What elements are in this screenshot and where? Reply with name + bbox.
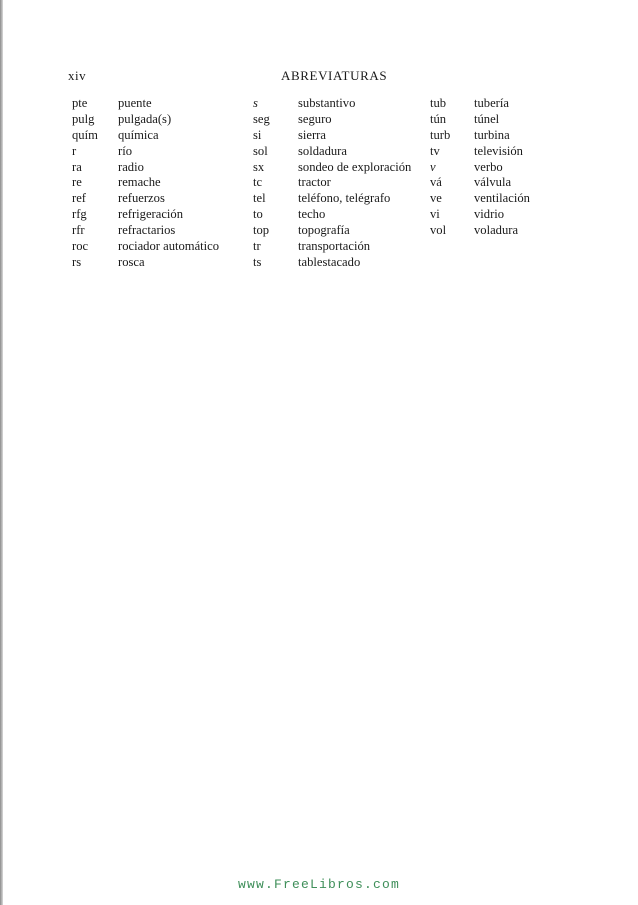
abbreviation-meaning: substantivo — [298, 96, 356, 110]
abbreviation-meaning: refractarios — [118, 223, 176, 238]
abbreviation-meaning: ventilación — [474, 191, 530, 206]
abbreviation: to — [253, 207, 263, 222]
abbreviation: sx — [253, 159, 265, 174]
abbreviation-entry — [430, 128, 530, 144]
abbreviation-entry — [253, 128, 411, 144]
abbreviation: tel — [253, 191, 266, 206]
abbreviation-entry — [430, 207, 530, 223]
abbreviation: roc — [72, 239, 89, 254]
abbreviation-entry — [72, 255, 219, 271]
abbreviation-meaning: tablestacado — [298, 254, 361, 269]
abbreviation-entry — [253, 255, 411, 271]
abbreviation-entry — [430, 191, 530, 207]
abbreviation: seg — [253, 111, 270, 126]
abbreviation-meaning: rociador automático — [118, 239, 220, 254]
abbreviation: rs — [72, 254, 82, 269]
abbreviation: s — [253, 96, 258, 110]
abbreviation: tv — [430, 143, 440, 158]
abbreviation-entry — [430, 160, 530, 176]
abbreviation-meaning: química — [118, 127, 159, 142]
abbreviation-entry — [430, 96, 530, 112]
abbreviation-meaning: verbo — [474, 159, 503, 174]
abbreviation-meaning: refrigeración — [118, 207, 184, 222]
abbreviation: tc — [253, 175, 263, 190]
abbreviation-meaning: pulgada(s) — [118, 111, 172, 126]
watermark-link[interactable]: www.FreeLibros.com — [237, 877, 401, 892]
abbreviation-meaning: sierra — [298, 127, 326, 142]
abbreviation: re — [72, 175, 82, 190]
abbreviation-entry — [253, 191, 411, 207]
abbreviation: tr — [253, 239, 261, 254]
abbreviation-entry — [72, 144, 219, 160]
abbreviation-meaning: seguro — [298, 111, 332, 126]
abbreviation-meaning: refuerzos — [118, 191, 165, 206]
abbreviation-meaning: turbina — [474, 127, 510, 142]
abbreviation-entry — [72, 207, 219, 223]
abbreviation-entry — [253, 144, 411, 160]
abbreviation-meaning: voladura — [474, 223, 519, 238]
abbreviation: quím — [72, 127, 98, 142]
abbreviation-meaning: radio — [118, 159, 144, 174]
abbreviation: tún — [430, 111, 447, 126]
abbreviation-column-3 — [430, 96, 530, 239]
abbreviation-entry — [253, 175, 411, 191]
page-title: ABREVIATURAS — [281, 68, 388, 83]
abbreviation-column-2 — [253, 96, 411, 271]
abbreviation-entry — [72, 112, 219, 128]
abbreviation-meaning: río — [118, 143, 132, 158]
abbreviation: vi — [430, 207, 440, 222]
abbreviation-entry — [253, 112, 411, 128]
abbreviation-entry — [253, 239, 411, 255]
abbreviation-entry — [253, 96, 411, 112]
abbreviation-meaning: túnel — [474, 111, 500, 126]
abbreviation: vol — [430, 223, 447, 238]
abbreviation: v — [430, 159, 436, 174]
abbreviation-entry — [430, 144, 530, 160]
abbreviation: ra — [72, 159, 82, 174]
abbreviation-entry — [253, 207, 411, 223]
abbreviation: r — [72, 143, 77, 158]
abbreviation-entry — [72, 175, 219, 191]
abbreviation: rfr — [72, 223, 85, 238]
abbreviation-entry — [253, 223, 411, 239]
abbreviation-meaning: sondeo de exploración — [298, 159, 412, 174]
abbreviation-entry — [72, 191, 219, 207]
abbreviation-entry — [430, 112, 530, 128]
abbreviation-entry — [253, 160, 411, 176]
abbreviation-meaning: tractor — [298, 175, 331, 190]
abbreviation: vá — [430, 175, 442, 190]
abbreviation-entry — [72, 128, 219, 144]
abbreviation: sol — [253, 143, 268, 158]
abbreviation-meaning: remache — [118, 175, 161, 190]
abbreviation-entry — [72, 239, 219, 255]
abbreviation: turb — [430, 127, 451, 142]
abbreviation-meaning: televisión — [474, 143, 523, 158]
abbreviation: top — [253, 223, 270, 238]
abbreviation-meaning: topografía — [298, 223, 350, 238]
abbreviation: rfg — [72, 207, 87, 222]
abbreviation: tub — [430, 96, 447, 110]
abbreviation: ve — [430, 191, 442, 206]
abbreviation: pulg — [72, 111, 95, 126]
abbreviation-meaning: vidrio — [474, 207, 505, 222]
abbreviation-column-1 — [72, 96, 219, 271]
abbreviation-entry — [72, 223, 219, 239]
abbreviation-meaning: tubería — [474, 96, 509, 110]
abbreviation-entry — [72, 96, 219, 112]
abbreviation-meaning: teléfono, telégrafo — [298, 191, 391, 206]
abbreviation-entry — [430, 223, 530, 239]
abbreviation: ref — [72, 191, 86, 206]
abbreviation: ts — [253, 254, 262, 269]
abbreviation-meaning: techo — [298, 207, 326, 222]
abbreviation-meaning: soldadura — [298, 143, 347, 158]
abbreviation-meaning: puente — [118, 96, 152, 110]
abbreviation-entry — [430, 175, 530, 191]
scan-edge — [0, 0, 3, 905]
abbreviation: si — [253, 127, 262, 142]
abbreviation-meaning: transportación — [298, 239, 371, 254]
abbreviation-meaning: válvula — [474, 175, 512, 190]
page-number: xiv — [68, 68, 87, 83]
abbreviation-meaning: rosca — [118, 254, 145, 269]
abbreviation: pte — [72, 96, 88, 110]
abbreviation-entry — [72, 160, 219, 176]
